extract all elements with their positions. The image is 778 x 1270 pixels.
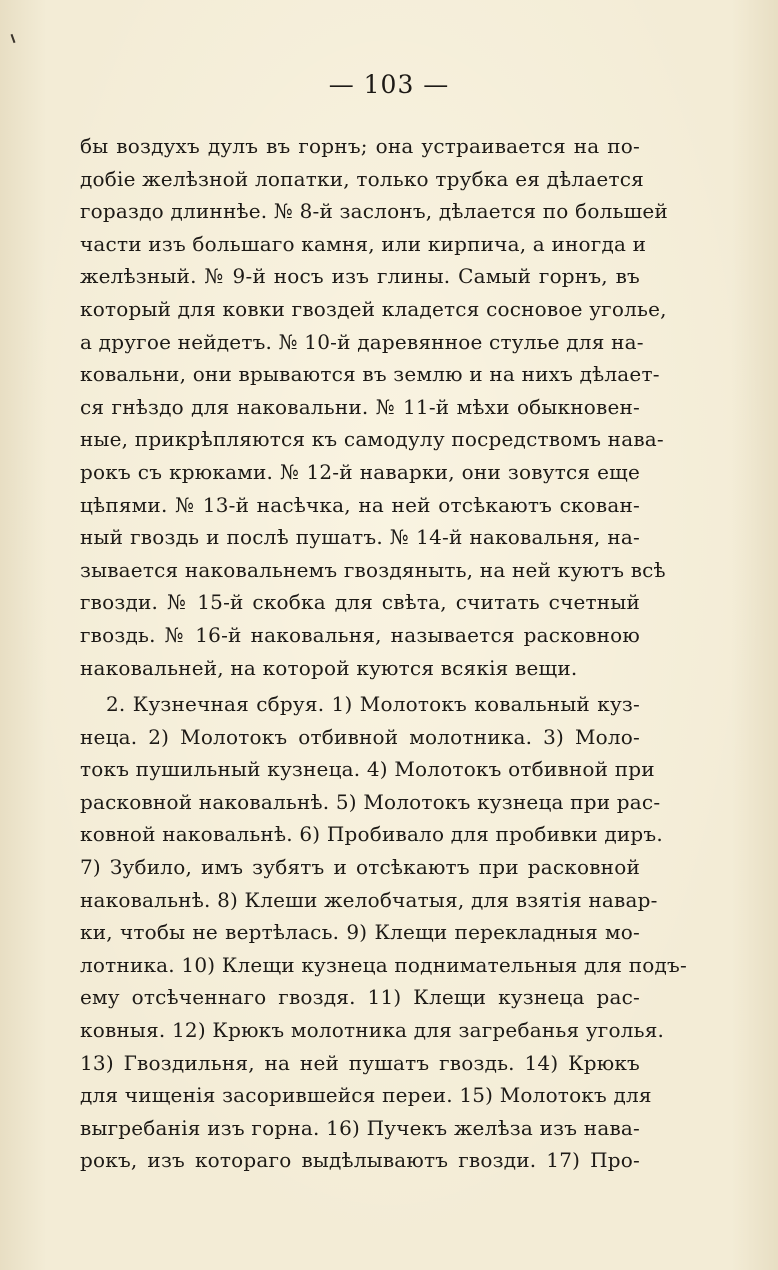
text-line: цѣпями. № 13-й насѣчка, на ней отсѣкаютъ скован- [80, 492, 640, 517]
ink-mark [11, 34, 16, 43]
text-line: 13) Гвоздильня, на ней пушатъ гвоздь. 14) Крюкъ [80, 1050, 640, 1075]
text-line: а другое нейдетъ. № 10-й даревянное стулье для на- [80, 329, 644, 354]
text-line: ковной наковальнѣ. 6) Пробивало для пробивки диръ. [80, 822, 663, 847]
text-line: ный гвоздь и послѣ пушатъ. № 14-й наковальня, на- [80, 525, 640, 550]
text-line: ся гнѣздо для наковальни. № 11-й мѣхи обыкновен- [80, 394, 640, 419]
text-line: ковныя. 12) Крюкъ молотника для загребанья уголья. [80, 1018, 665, 1043]
text-line: лотника. 10) Клещи кузнеца поднимательныя для подъ- [80, 952, 687, 977]
text-line: рокъ съ крюками. № 12-й наварки, они зовутся еще [80, 459, 640, 484]
text-line: неца. 2) Молотокъ отбивной молотника. 3) Моло- [80, 724, 640, 749]
text-block [80, 130, 687, 1177]
text-line: части изъ большаго камня, или кирпича, а иногда и [80, 231, 647, 256]
text-line: расковной наковальнѣ. 5) Молотокъ кузнеца при рас- [80, 789, 661, 814]
text-line: для чищенія засорившейся переи. 15) Молотокъ для [80, 1083, 652, 1108]
text-line: ные, прикрѣпляются къ самодулу посредствомъ нава- [80, 427, 664, 452]
text-line: гвоздь. № 16-й наковальня, называется расковною [80, 622, 640, 647]
text-line: желѣзный. № 9-й носъ изъ глины. Самый горнъ, въ [80, 264, 640, 289]
text-line: ки, чтобы не вертѣлась. 9) Клещи перекладныя мо- [80, 920, 640, 945]
paragraph-start-line: 2. Кузнечная сбруя. 1) Молотокъ ковальный куз- [106, 692, 640, 717]
text-line: 7) Зубило, имъ зубятъ и отсѣкаютъ при расковной [80, 855, 640, 880]
text-line: токъ пушильный кузнеца. 4) Молотокъ отбивной при [80, 757, 655, 782]
text-line: добіе желѣзной лопатки, только трубка ея дѣлается [80, 166, 644, 191]
text-line: рокъ, изъ котораго выдѣлываютъ гвозди. 17) Про- [80, 1148, 640, 1173]
page-number: — 103 — [328, 70, 450, 99]
text-line: бы воздухъ дулъ въ горнъ; она устраивается на по- [80, 134, 640, 158]
text-line: выгребанія изъ горна. 16) Пучекъ желѣза изъ нава- [80, 1115, 640, 1140]
text-line: зывается наковальнемъ гвоздяныть, на ней куютъ всѣ [80, 557, 666, 582]
text-line: ковальни, они врываются въ землю и на нихъ дѣлает- [80, 362, 660, 387]
text-line: наковальней, на которой куются всякія вещи. [80, 655, 578, 680]
text-line: гвозди. № 15-й скобка для свѣта, считать счетный [80, 590, 640, 615]
text-line: ему отсѣченнаго гвоздя. 11) Клещи кузнеца рас- [80, 985, 640, 1010]
text-line: который для ковки гвоздей кладется сосновое уголье, [80, 296, 667, 321]
text-line: наковальнѣ. 8) Клеши желобчатыя, для взятія навар- [80, 887, 658, 912]
text-line: гораздо длиннѣе. № 8-й заслонъ, дѣлается по большей [80, 199, 668, 224]
